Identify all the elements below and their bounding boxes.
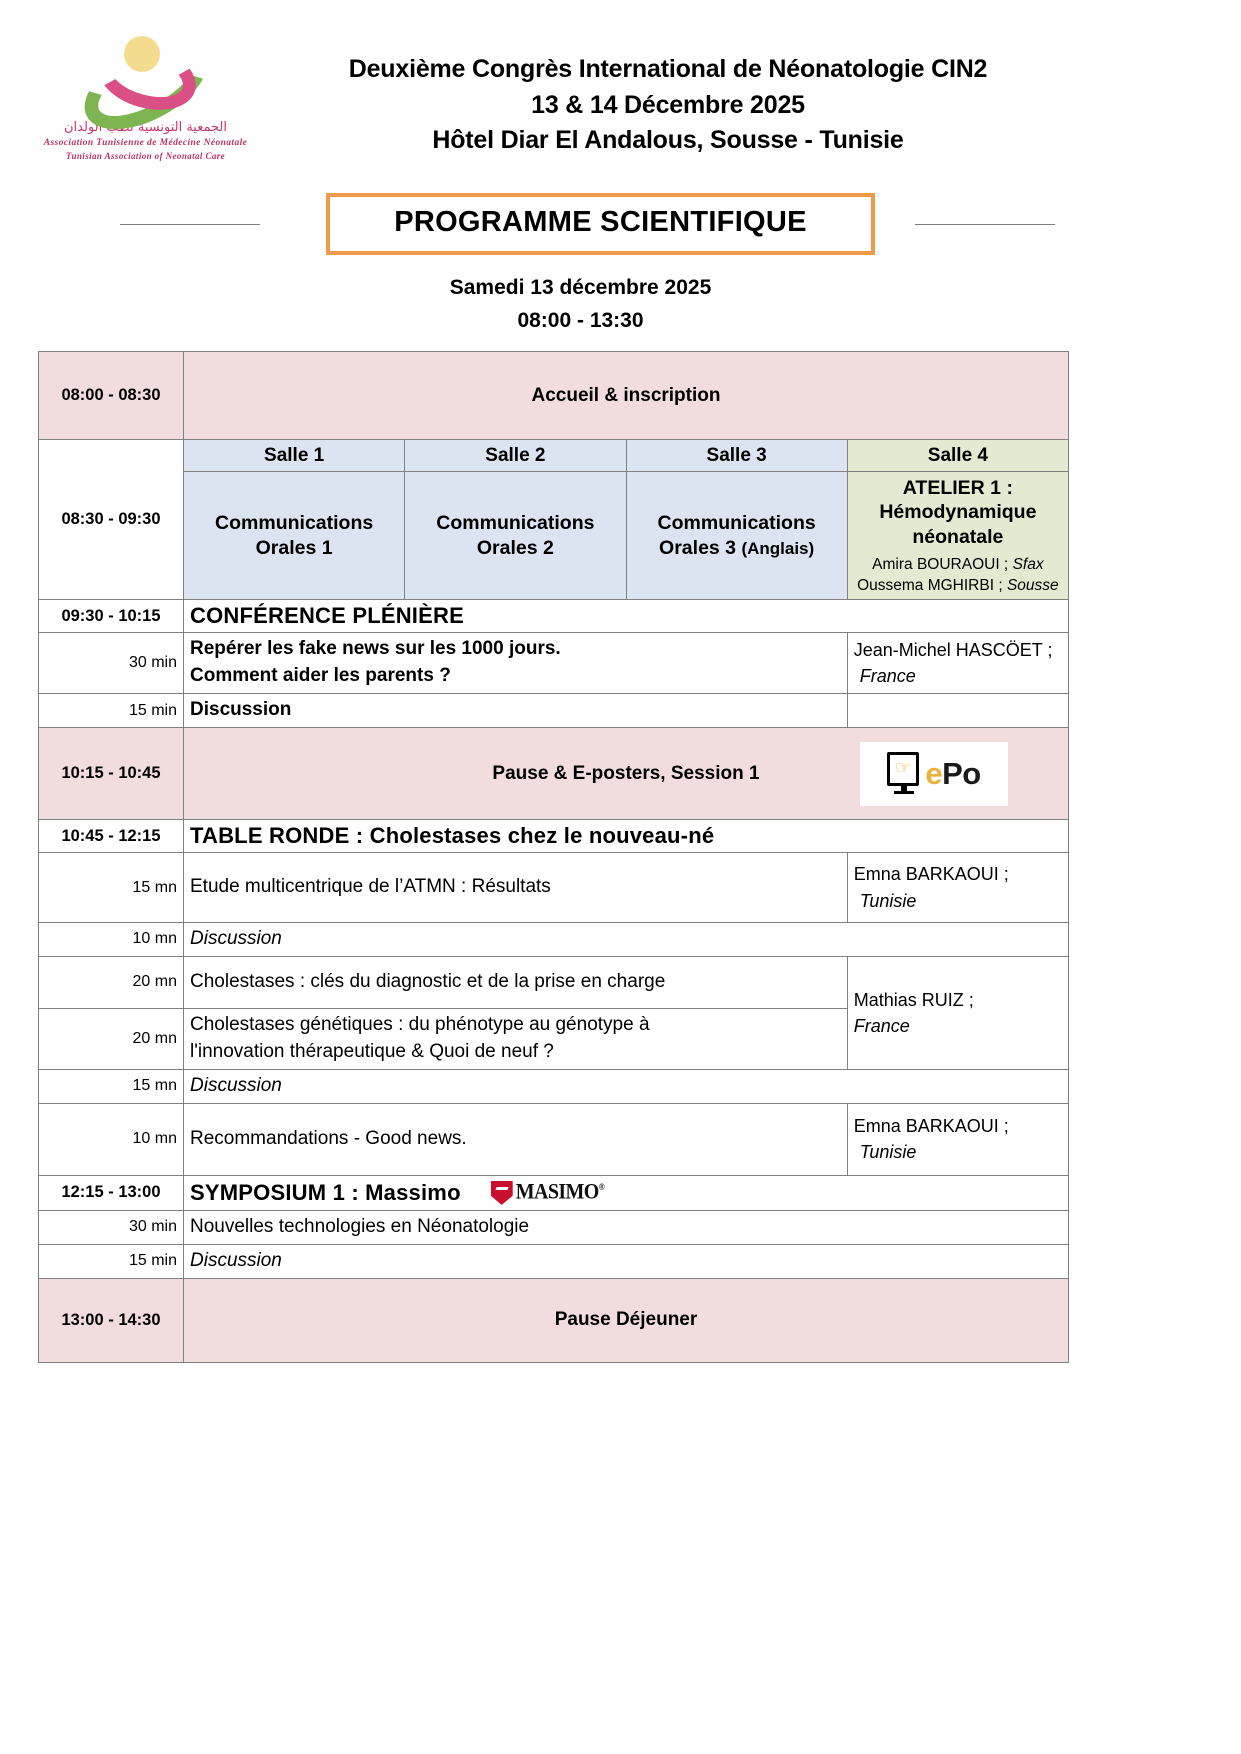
salle-3-session-note: (Anglais) — [741, 538, 815, 558]
time-symposium: 12:15 - 13:00 — [39, 1175, 184, 1210]
duration-tr-5: 15 mn — [39, 1069, 184, 1103]
logo-arabic-text: الجمعية التونسية لطب الولدان — [64, 120, 227, 135]
speaker-tr-6-name: Emna BARKAOUI ; — [853, 1116, 1009, 1137]
table-row — [39, 440, 1069, 472]
table-row — [39, 728, 1069, 820]
talk-tr-6: Recommandations - Good news. — [184, 1103, 848, 1175]
talk-tr-5: Discussion — [184, 1069, 1069, 1103]
table-row — [39, 1278, 1069, 1362]
table-row — [39, 1210, 1069, 1244]
speaker-tr-3-country: France — [853, 1015, 910, 1036]
table-row — [39, 600, 1069, 633]
time-parallel-sessions: 08:30 - 09:30 — [39, 440, 184, 600]
monitor-icon — [887, 752, 921, 796]
congress-name: Deuxième Congrès International de Néonatologie CIN2 — [348, 55, 988, 83]
speaker-pleniere-1-name: Jean-Michel HASCÖET ; — [853, 639, 1053, 660]
program-table — [38, 351, 1069, 1363]
table-row — [39, 472, 1069, 600]
day-hours: 08:00 - 13:30 — [517, 308, 644, 332]
day-subtitle — [38, 272, 1203, 337]
table-row — [39, 956, 1069, 1008]
salle-4-speaker-2 — [854, 576, 1062, 596]
time-dejeuner: 13:00 - 14:30 — [39, 1278, 184, 1362]
salle-4-session — [847, 472, 1068, 600]
association-logo — [38, 22, 253, 161]
registered-mark-icon: ® — [598, 1182, 605, 1193]
masimo-logo — [487, 1179, 608, 1207]
duration-tr-1: 15 mn — [39, 853, 184, 923]
salle-4-header: Salle 4 — [847, 440, 1068, 472]
talk-sym-2: Discussion — [184, 1244, 1069, 1278]
speaker-pleniere-1 — [847, 633, 1068, 694]
masimo-wordmark — [516, 1180, 604, 1206]
speaker-tr-6-country: Tunisie — [859, 1142, 917, 1163]
time-accueil: 08:00 - 08:30 — [39, 352, 184, 440]
salle-4-speaker-1-name: Amira BOURAOUI ; — [872, 556, 1009, 574]
congress-title — [253, 22, 1203, 159]
duration-tr-4: 20 mn — [39, 1008, 184, 1069]
epo-logo — [860, 742, 1008, 806]
table-row — [39, 853, 1069, 923]
epo-wordmark-po: Po — [942, 756, 981, 791]
salle-2-header: Salle 2 — [405, 440, 626, 472]
speaker-pleniere-2 — [847, 694, 1068, 728]
speaker-pleniere-1-country: France — [859, 666, 916, 687]
talk-pleniere-2: Discussion — [184, 694, 848, 728]
duration-pleniere-2: 15 min — [39, 694, 184, 728]
section-table-ronde-title: TABLE RONDE : Cholestases chez le nouveau-né — [184, 820, 1069, 853]
duration-sym-1: 30 min — [39, 1210, 184, 1244]
talk-sym-1: Nouvelles technologies en Néonatologie — [184, 1210, 1069, 1244]
table-row — [39, 820, 1069, 853]
logo-mark-icon — [71, 30, 221, 118]
masimo-shield-icon — [491, 1181, 513, 1205]
salle-3-session-title: Communications Orales 3 — [657, 511, 816, 559]
symposium-title-text: SYMPOSIUM 1 : Massimo — [190, 1179, 461, 1205]
talk-pleniere-1-line2: Comment aider les parents ? — [190, 665, 451, 687]
speaker-tr-3-name: Mathias RUIZ ; — [853, 989, 974, 1010]
programme-banner-row — [38, 186, 1203, 262]
session-pause-eposters — [184, 728, 1069, 820]
congress-dates: 13 & 14 Décembre 2025 — [531, 90, 805, 119]
epo-wordmark — [925, 758, 980, 789]
monitor-screen-icon — [887, 752, 919, 786]
speaker-tr-3 — [847, 956, 1068, 1069]
session-accueil: Accueil & inscription — [184, 352, 1069, 440]
table-row — [39, 1244, 1069, 1278]
duration-tr-2: 10 mn — [39, 923, 184, 957]
salle-4-speaker-2-city: Sousse — [1006, 576, 1059, 594]
logo-sun-circle-icon — [124, 36, 160, 72]
session-pause-eposters-label: Pause & E-posters, Session 1 — [492, 762, 760, 784]
speaker-tr-6 — [847, 1103, 1068, 1175]
banner-rule-left — [120, 224, 260, 225]
page-title: PROGRAMME SCIENTIFIQUE — [394, 206, 807, 238]
salle-3-header: Salle 3 — [626, 440, 847, 472]
duration-tr-6: 10 mn — [39, 1103, 184, 1175]
table-row — [39, 352, 1069, 440]
talk-tr-4-line2: l'innovation thérapeutique & Quoi de neuf ? — [190, 1040, 554, 1062]
salle-4-session-title: ATELIER 1 : Hémodynamique néonatale — [879, 476, 1037, 549]
time-table-ronde: 10:45 - 12:15 — [39, 820, 184, 853]
epo-wordmark-e: e — [925, 756, 943, 791]
salle-4-speaker-1 — [854, 555, 1062, 575]
pointing-hand-icon: ☞ — [894, 758, 912, 779]
eposters-row — [190, 756, 1062, 791]
duration-sym-2: 15 min — [39, 1244, 184, 1278]
speaker-tr-1-name: Emna BARKAOUI ; — [853, 864, 1009, 885]
programme-banner-box — [326, 193, 875, 255]
monitor-base-icon — [894, 791, 914, 794]
table-row — [39, 694, 1069, 728]
talk-tr-4-line1: Cholestases génétiques : du phénotype au génotype à — [190, 1013, 650, 1035]
table-row — [39, 1175, 1069, 1210]
salle-4-speaker-1-city: Sfax — [1012, 556, 1044, 574]
speaker-tr-1-country: Tunisie — [859, 890, 917, 911]
table-row — [39, 1069, 1069, 1103]
session-dejeuner: Pause Déjeuner — [184, 1278, 1069, 1362]
salle-1-header: Salle 1 — [184, 440, 405, 472]
day-label: Samedi 13 décembre 2025 — [449, 276, 712, 299]
salle-2-session: Communications Orales 2 — [405, 472, 626, 600]
talk-tr-1: Etude multicentrique de l’ATMN : Résultats — [184, 853, 848, 923]
table-row — [39, 923, 1069, 957]
salle-1-session: Communications Orales 1 — [184, 472, 405, 600]
symposium-title-row — [190, 1179, 1062, 1207]
congress-venue: Hôtel Diar El Andalous, Sousse - Tunisie — [432, 126, 904, 154]
duration-tr-3: 20 mn — [39, 956, 184, 1008]
logo-english-text: Tunisian Association of Neonatal Care — [65, 151, 226, 161]
speaker-tr-1 — [847, 853, 1068, 923]
masimo-wordmark-text: MASIMO — [515, 1179, 599, 1205]
salle-4-speaker-2-name: Oussema MGHIRBI ; — [857, 576, 1003, 594]
talk-pleniere-1-line1: Repérer les fake news sur les 1000 jours. — [190, 638, 561, 660]
logo-french-text: Association Tunisienne de Médecine Néonatale — [43, 138, 248, 148]
page-header — [38, 22, 1203, 172]
table-row — [39, 1103, 1069, 1175]
table-row — [39, 633, 1069, 694]
talk-pleniere-1 — [184, 633, 848, 694]
salle-3-session — [626, 472, 847, 600]
talk-tr-2: Discussion — [184, 923, 1069, 957]
time-pause-eposters: 10:15 - 10:45 — [39, 728, 184, 820]
section-symposium-title — [184, 1175, 1069, 1210]
talk-tr-4 — [184, 1008, 848, 1069]
time-pleniere: 09:30 - 10:15 — [39, 600, 184, 633]
section-pleniere-title: CONFÉRENCE PLÉNIÈRE — [184, 600, 1069, 633]
talk-tr-3: Cholestases : clés du diagnostic et de la prise en charge — [184, 956, 848, 1008]
duration-pleniere-1: 30 min — [39, 633, 184, 694]
banner-rule-right — [915, 224, 1055, 225]
